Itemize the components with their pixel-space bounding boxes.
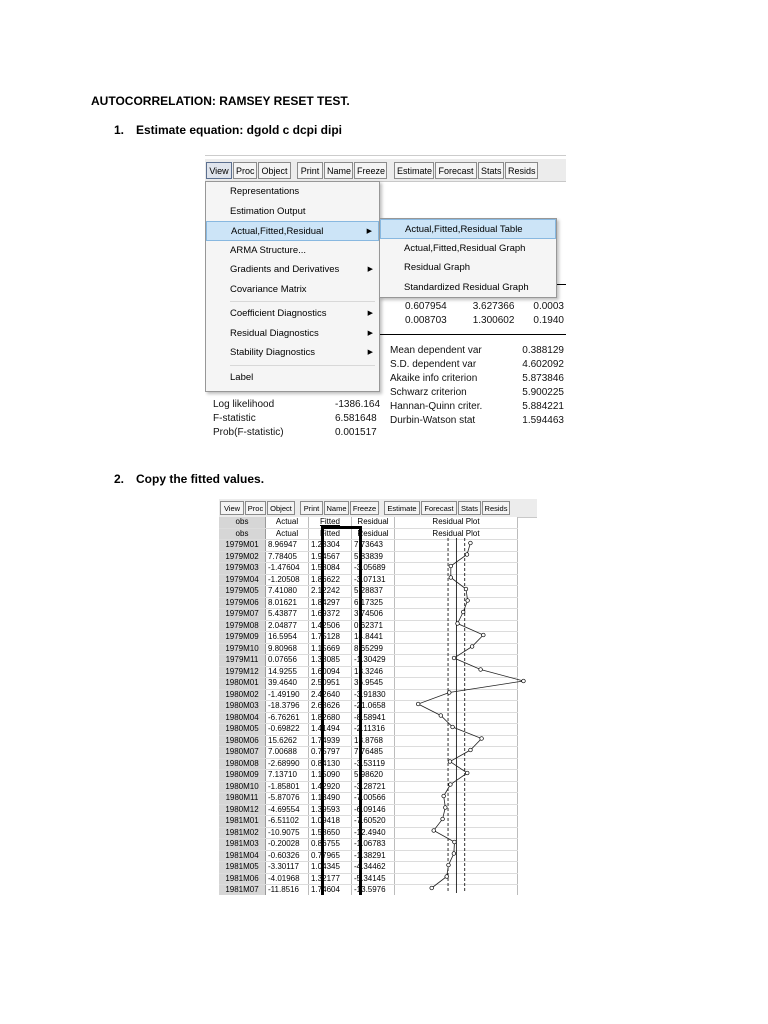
stat-row	[213, 413, 380, 425]
fitted-cell[interactable]: 1.75128	[309, 632, 352, 644]
stats-button[interactable]: Stats	[458, 501, 481, 515]
menu-item-label: Stability Diagnostics	[230, 347, 316, 358]
submenu-arrow-icon: ▶	[367, 310, 373, 317]
menu-item-representations[interactable]: Representations	[230, 186, 300, 197]
residual-point	[465, 553, 469, 557]
fitted-cell[interactable]: 0.77965	[309, 850, 352, 862]
fitted-cell[interactable]: 1.74604	[309, 885, 352, 896]
residual-header: Residual	[352, 528, 395, 540]
fitted-header: Fitted	[309, 528, 352, 540]
stat-row	[213, 399, 380, 411]
stats-button[interactable]: Stats	[478, 162, 504, 179]
actual-cell[interactable]: -1.20508	[266, 574, 309, 586]
actual-cell[interactable]: 15.6262	[266, 735, 309, 747]
fitted-cell[interactable]: 2.12242	[309, 586, 352, 598]
actual-cell[interactable]: -1.47604	[266, 563, 309, 575]
actual-cell[interactable]: -1.49190	[266, 689, 309, 701]
obs-header: obs	[219, 517, 266, 528]
coef-value: 0.008703	[405, 315, 447, 326]
residual-point	[482, 633, 486, 637]
fitted-cell[interactable]: 1.74939	[309, 735, 352, 747]
residual-point	[445, 875, 449, 879]
resids-button[interactable]: Resids	[482, 501, 510, 515]
residual-cell[interactable]: 7.76485	[352, 747, 395, 759]
residual-cell[interactable]: 7.73643	[352, 540, 395, 552]
table-toolbar	[219, 499, 537, 518]
document-title: AUTOCORRELATION: RAMSEY RESET TEST.	[91, 94, 350, 108]
actual-cell[interactable]: 39.4640	[266, 678, 309, 690]
estimate-button[interactable]: Estimate	[384, 501, 420, 515]
menu-item-gradients-derivatives[interactable]	[206, 260, 379, 280]
residual-point	[448, 760, 452, 764]
actual-cell[interactable]: -18.3796	[266, 701, 309, 713]
obs-cell[interactable]: 1979M02	[219, 551, 266, 563]
fitted-cell[interactable]: 1.58084	[309, 563, 352, 575]
fitted-cell[interactable]: 1.42920	[309, 781, 352, 793]
stat-value: 6.581648	[335, 413, 377, 424]
obs-cell[interactable]: 1981M03	[219, 839, 266, 851]
name-button[interactable]: Name	[324, 162, 353, 179]
plot-header: Residual Plot	[395, 517, 518, 528]
actual-cell[interactable]: 5.43877	[266, 609, 309, 621]
coefficient-rows	[403, 299, 566, 329]
residual-point	[442, 794, 446, 798]
menu-item-label[interactable]: Label	[230, 371, 254, 383]
stats-left	[211, 397, 382, 441]
stat-value: 0.388129	[522, 345, 564, 356]
residual-cell[interactable]: -1.06783	[352, 839, 395, 851]
actual-cell[interactable]: -6.51102	[266, 816, 309, 828]
obs-cell[interactable]: 1979M11	[219, 655, 266, 667]
coef-value: 0.1940	[533, 315, 564, 326]
obs-cell[interactable]: 1981M05	[219, 862, 266, 874]
actual-cell[interactable]: 2.04877	[266, 620, 309, 632]
residual-header: Residual	[352, 517, 395, 528]
stat-row	[390, 359, 564, 371]
fitted-cell[interactable]: 1.04345	[309, 862, 352, 874]
stat-label: Mean dependent var	[390, 345, 482, 356]
menu-item-arma-structure[interactable]: ARMA Structure...	[230, 244, 307, 256]
stat-label: Log likelihood	[213, 399, 275, 410]
freeze-button[interactable]: Freeze	[354, 162, 387, 179]
menu-item-label: Gradients and Derivatives	[230, 264, 340, 275]
residual-point	[449, 783, 453, 787]
fitted-cell[interactable]: 1.41494	[309, 724, 352, 736]
submenu-item-residual-graph[interactable]: Residual Graph	[404, 262, 471, 273]
forecast-button[interactable]: Forecast	[435, 162, 477, 179]
stat-label: Schwarz criterion	[390, 387, 467, 398]
stat-label: Durbin-Watson stat	[390, 415, 476, 426]
obs-cell[interactable]: 1981M01	[219, 816, 266, 828]
residual-point	[480, 737, 484, 741]
submenu-arrow-icon: ▶	[366, 228, 372, 235]
stat-value: 4.602092	[522, 359, 564, 370]
residual-cell[interactable]: 5.98620	[352, 770, 395, 782]
coef-value: 0.607954	[405, 301, 447, 312]
residual-cell[interactable]: -3.91830	[352, 689, 395, 701]
actual-cell[interactable]: -0.20028	[266, 839, 309, 851]
obs-cell[interactable]: 1980M11	[219, 793, 266, 805]
residual-point	[452, 656, 456, 660]
residual-cell[interactable]: -6.09146	[352, 804, 395, 816]
coef-value: 0.0003	[533, 301, 564, 312]
residual-point	[465, 771, 469, 775]
residual-point	[447, 691, 451, 695]
stat-row	[390, 373, 564, 385]
coefficient-row	[405, 301, 564, 313]
fitted-cell[interactable]: 1.82680	[309, 712, 352, 724]
obs-cell[interactable]: 1980M01	[219, 678, 266, 690]
actual-cell[interactable]: -4.01968	[266, 873, 309, 885]
fitted-cell[interactable]: 1.15669	[309, 643, 352, 655]
fitted-cell[interactable]: 1.32177	[309, 873, 352, 885]
obs-cell[interactable]: 1980M02	[219, 689, 266, 701]
residual-cell[interactable]: -12.4940	[352, 827, 395, 839]
stat-label: F-statistic	[213, 413, 256, 424]
actual-cell[interactable]: 7.78405	[266, 551, 309, 563]
actual-cell[interactable]: -2.68990	[266, 758, 309, 770]
proc-button[interactable]: Proc	[245, 501, 266, 515]
actual-cell[interactable]: -6.76261	[266, 712, 309, 724]
fitted-cell[interactable]: 1.58650	[309, 827, 352, 839]
stat-label: Prob(F-statistic)	[213, 427, 284, 438]
stat-value: 5.884221	[522, 401, 564, 412]
obs-cell[interactable]: 1980M03	[219, 701, 266, 713]
actual-cell[interactable]: 9.80968	[266, 643, 309, 655]
fitted-cell[interactable]: 1.39593	[309, 804, 352, 816]
residual-point	[466, 599, 470, 603]
fitted-cell[interactable]: 0.84130	[309, 758, 352, 770]
equation-window-screenshot	[205, 155, 566, 444]
actual-header: Actual	[266, 528, 309, 540]
residual-point	[447, 863, 451, 867]
stat-value: 5.873846	[522, 373, 564, 384]
menu-item-stability-diagnostics[interactable]	[206, 343, 379, 363]
stat-row	[213, 427, 380, 439]
obs-cell[interactable]: 1979M10	[219, 643, 266, 655]
fitted-cell[interactable]: 1.86622	[309, 574, 352, 586]
obs-cell[interactable]: 1980M04	[219, 712, 266, 724]
residual-cell[interactable]: 5.83839	[352, 551, 395, 563]
residual-point	[439, 714, 443, 718]
submenu-item-afr-table[interactable]: Actual,Fitted,Residual Table	[380, 219, 556, 239]
residual-cell[interactable]: -3.53119	[352, 758, 395, 770]
object-button[interactable]: Object	[258, 162, 291, 179]
residual-cell[interactable]: -8.58941	[352, 712, 395, 724]
fitted-cell[interactable]: 1.42506	[309, 620, 352, 632]
residual-point	[430, 886, 434, 890]
fitted-header: Fitted	[309, 517, 352, 528]
step-1	[114, 123, 342, 137]
fitted-cell[interactable]: 1.13490	[309, 793, 352, 805]
freeze-button[interactable]: Freeze	[350, 501, 379, 515]
coef-value: 1.300602	[472, 315, 515, 326]
residual-point	[416, 702, 420, 706]
fitted-cell[interactable]: 1.38085	[309, 655, 352, 667]
obs-cell[interactable]: 1980M09	[219, 770, 266, 782]
step-2-text: Copy the fitted values.	[136, 472, 265, 486]
obs-cell[interactable]: 1980M12	[219, 804, 266, 816]
menu-item-estimation-output[interactable]: Estimation Output	[230, 205, 306, 217]
residual-cell[interactable]: -1.30429	[352, 655, 395, 667]
obs-cell[interactable]: 1979M03	[219, 563, 266, 575]
actual-cell[interactable]: -5.87076	[266, 793, 309, 805]
obs-cell[interactable]: 1981M04	[219, 850, 266, 862]
obs-cell[interactable]: 1979M12	[219, 666, 266, 678]
obs-cell[interactable]: 1981M06	[219, 873, 266, 885]
actual-cell[interactable]: 8.96947	[266, 540, 309, 552]
fitted-cell[interactable]: 0.86755	[309, 839, 352, 851]
fitted-cell[interactable]: 1.84297	[309, 597, 352, 609]
actual-cell[interactable]: 7.41080	[266, 586, 309, 598]
actual-header: Actual	[266, 517, 309, 528]
obs-cell[interactable]: 1979M07	[219, 609, 266, 621]
fitted-cell[interactable]: 2.50951	[309, 678, 352, 690]
actual-cell[interactable]: 7.00688	[266, 747, 309, 759]
obs-cell[interactable]: 1979M08	[219, 620, 266, 632]
residual-cell[interactable]: -1.38291	[352, 850, 395, 862]
obs-cell[interactable]: 1980M10	[219, 781, 266, 793]
residual-cell[interactable]: 13.3246	[352, 666, 395, 678]
residual-cell[interactable]: 6.17325	[352, 597, 395, 609]
residual-plot	[409, 538, 534, 893]
residual-cell[interactable]: 14.8441	[352, 632, 395, 644]
residual-point	[464, 587, 468, 591]
residual-point	[444, 806, 448, 810]
fitted-cell[interactable]: 2.68626	[309, 701, 352, 713]
plot-header: Residual Plot	[395, 528, 518, 540]
fitted-cell[interactable]: 1.69372	[309, 609, 352, 621]
obs-cell[interactable]: 1980M06	[219, 735, 266, 747]
actual-cell[interactable]: -0.69822	[266, 724, 309, 736]
menu-item-label: Actual,Fitted,Residual	[231, 226, 324, 237]
menu-item-label: Coefficient Diagnostics	[230, 308, 327, 319]
fitted-cell[interactable]: 2.42640	[309, 689, 352, 701]
menu-separator	[230, 365, 375, 366]
menu-item-covariance-matrix[interactable]: Covariance Matrix	[230, 283, 307, 295]
submenu-item-afr-graph[interactable]: Actual,Fitted,Residual Graph	[404, 242, 526, 254]
name-button[interactable]: Name	[324, 501, 349, 515]
menu-item-coefficient-diagnostics[interactable]	[206, 304, 379, 324]
print-button[interactable]: Print	[300, 501, 323, 515]
residual-cell[interactable]: -2.11316	[352, 724, 395, 736]
header-row	[219, 517, 518, 528]
menu-item-residual-diagnostics[interactable]	[206, 324, 379, 344]
proc-button[interactable]: Proc	[233, 162, 257, 179]
object-button[interactable]: Object	[267, 501, 295, 515]
stat-value: 5.900225	[522, 387, 564, 398]
residual-cell[interactable]: -21.0658	[352, 701, 395, 713]
obs-cell[interactable]: 1979M09	[219, 632, 266, 644]
coefficient-row	[405, 315, 564, 327]
residual-point	[461, 610, 465, 614]
equation-toolbar	[205, 159, 566, 182]
residual-point	[522, 679, 526, 683]
actual-cell[interactable]: -10.9075	[266, 827, 309, 839]
obs-cell[interactable]: 1980M08	[219, 758, 266, 770]
stat-value: 0.001517	[335, 427, 377, 438]
step-1-number: 1.	[114, 123, 125, 137]
stat-row	[390, 345, 564, 357]
residual-cell[interactable]: 36.9545	[352, 678, 395, 690]
submenu-arrow-icon: ▶	[367, 329, 373, 337]
residual-point	[451, 725, 455, 729]
fitted-cell[interactable]: 1.94567	[309, 551, 352, 563]
actual-cell[interactable]: 14.9255	[266, 666, 309, 678]
actual-cell[interactable]: -1.85801	[266, 781, 309, 793]
submenu-arrow-icon: ▶	[367, 349, 373, 356]
residual-point	[449, 576, 453, 580]
afr-table-screenshot	[219, 499, 537, 895]
stat-value: -1386.164	[335, 399, 381, 410]
actual-cell[interactable]: 7.13710	[266, 770, 309, 782]
stat-label: Hannan-Quinn criter.	[390, 401, 483, 412]
obs-cell[interactable]: 1980M05	[219, 724, 266, 736]
residual-cell[interactable]: -3.07131	[352, 574, 395, 586]
resids-button[interactable]: Resids	[505, 162, 538, 179]
residual-cell[interactable]: -3.28721	[352, 781, 395, 793]
fitted-cell[interactable]: 1.09418	[309, 816, 352, 828]
stat-label: Akaike info criterion	[390, 373, 478, 384]
menu-separator	[230, 301, 375, 302]
actual-cell[interactable]: -11.8516	[266, 885, 309, 896]
residual-cell[interactable]: -13.5976	[352, 885, 395, 896]
residual-point	[452, 852, 456, 856]
obs-cell[interactable]: 1979M04	[219, 574, 266, 586]
view-button[interactable]: View	[220, 501, 244, 515]
stat-row	[390, 415, 564, 427]
actual-cell[interactable]: 16.5954	[266, 632, 309, 644]
submenu-item-standardized-residual-graph[interactable]: Standardized Residual Graph	[404, 281, 529, 293]
residual-point	[453, 840, 457, 844]
residual-point	[469, 748, 473, 752]
residual-cell[interactable]: -3.05689	[352, 563, 395, 575]
residual-point	[449, 564, 453, 568]
step-2-number: 2.	[114, 472, 125, 486]
residual-point	[469, 541, 473, 545]
stats-right	[388, 343, 566, 429]
obs-cell[interactable]: 1979M05	[219, 586, 266, 598]
obs-cell[interactable]: 1981M07	[219, 885, 266, 896]
residual-cell[interactable]: 8.65299	[352, 643, 395, 655]
residual-cell[interactable]: -7.60520	[352, 816, 395, 828]
forecast-button[interactable]: Forecast	[421, 501, 457, 515]
residual-cell[interactable]: 0.62371	[352, 620, 395, 632]
obs-cell[interactable]: 1981M02	[219, 827, 266, 839]
stat-row	[390, 387, 564, 399]
residual-cell[interactable]: -7.00566	[352, 793, 395, 805]
residual-cell[interactable]: 13.8768	[352, 735, 395, 747]
residual-point	[479, 668, 483, 672]
residual-cell[interactable]: 5.28837	[352, 586, 395, 598]
fitted-cell[interactable]: 1.15090	[309, 770, 352, 782]
stat-row	[390, 401, 564, 413]
estimate-button[interactable]: Estimate	[394, 162, 434, 179]
residual-point	[432, 829, 436, 833]
stat-label: S.D. dependent var	[390, 359, 477, 370]
view-button[interactable]: View	[206, 162, 232, 179]
obs-cell[interactable]: 1980M07	[219, 747, 266, 759]
residual-point	[441, 817, 445, 821]
actual-cell[interactable]: -3.30117	[266, 862, 309, 874]
menu-item-label: Residual Diagnostics	[230, 327, 319, 339]
obs-cell[interactable]: 1979M01	[219, 540, 266, 552]
coef-value: 3.627366	[472, 301, 515, 312]
step-2	[114, 472, 264, 486]
residual-series-line	[418, 543, 523, 888]
afr-submenu	[379, 218, 557, 298]
fitted-cell[interactable]: 1.23304	[309, 540, 352, 552]
step-1-text: Estimate equation: dgold c dcpi dipi	[136, 123, 343, 137]
actual-cell[interactable]: -4.69554	[266, 804, 309, 816]
print-button[interactable]: Print	[297, 162, 323, 179]
residual-point	[470, 645, 474, 649]
fitted-column-highlight	[321, 526, 362, 895]
stat-value: 1.594463	[522, 415, 564, 426]
actual-cell[interactable]: 8.01621	[266, 597, 309, 609]
menu-item-actual-fitted-residual[interactable]	[206, 221, 379, 241]
obs-cell[interactable]: 1979M06	[219, 597, 266, 609]
residual-cell[interactable]: -4.34462	[352, 862, 395, 874]
residual-cell[interactable]: -5.34145	[352, 873, 395, 885]
view-menu	[205, 181, 380, 392]
residual-point	[456, 622, 460, 626]
submenu-arrow-icon: ▶	[367, 266, 373, 273]
fitted-cell[interactable]: 0.75797	[309, 747, 352, 759]
actual-cell[interactable]: -0.60326	[266, 850, 309, 862]
obs-header: obs	[219, 528, 266, 540]
actual-cell[interactable]: 0.07656	[266, 655, 309, 667]
fitted-cell[interactable]: 1.60094	[309, 666, 352, 678]
residual-cell[interactable]: 3.74506	[352, 609, 395, 621]
